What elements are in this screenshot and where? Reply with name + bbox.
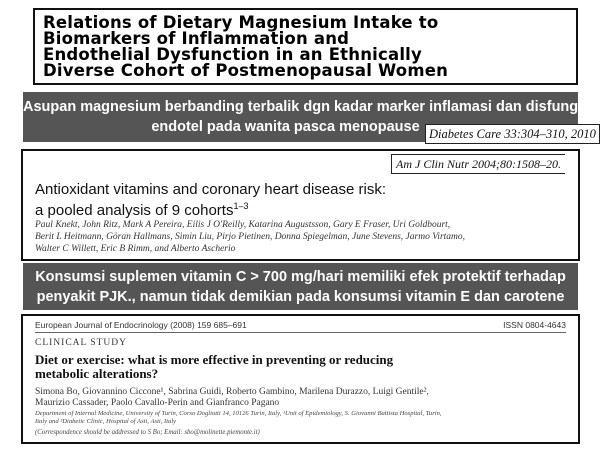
paper3-header-rule [35,332,566,333]
summary-banner-1-line2: endotel pada wanita pasca menopause [151,119,420,135]
paper1-title-line2: Biomarkers of Inflammation and [43,29,350,48]
paper3-title-line2: metabolic alterations? [35,366,159,381]
paper3-title [35,353,393,381]
summary-banner-2 [23,263,578,310]
paper2-title-line2 [35,198,386,219]
paper3-issn: ISSN 0804-4643 [503,320,566,330]
paper3-correspondence: (Correspondence should be addressed to S Bo; Email: sbo@molinette.piemonte.it) [35,429,260,436]
paper2-authors-line2: Berit L Heitmann, Göran Hallmans, Simin Liu, Pirjo Pietinen, Donna Spiegelman, June Stevens, Jarmo Virtamo, [35,232,466,242]
paper1-title-line3: Endothelial Dysfunction in an Ethnically [43,45,422,64]
paper2-authors-line3: Walter C Willett, Eric B Rimm, and Alberto Ascherio [35,244,236,254]
paper3-title-line1: Diet or exercise: what is more effective in preventing or reducing [35,352,394,367]
paper1-title-line4: Diverse Cohort of Postmenopausal Women [43,61,449,80]
paper3-affil-line1: Department of Internal Medicine, University of Turin, Corso Dogliotti 14, 10126 Turin, Italy, ¹Unit of Epidemiology, S. Giovanni Battista Hospital, Turin, [35,410,442,417]
citation-am-j-clin-nutr: Am J Clin Nutr 2004;80:1508–20. [391,154,565,174]
citation-diabetes-care: Diabetes Care 33:304–310, 2010 [425,124,600,144]
paper2-box [21,149,580,261]
paper2-title-line1: Antioxidant vitamins and coronary heart disease risk: [35,181,387,198]
paper1-title-line1: Relations of Dietary Magnesium Intake to [43,13,439,32]
paper2-title [35,181,386,219]
paper3-study-type: CLINICAL STUDY [35,338,128,348]
summary-banner-2-line2: penyakit PJK., namun tidak demikian pada konsumsi vitamin E dan carotene [36,289,565,305]
paper3-affiliations [35,410,442,426]
paper1-title-box [33,8,578,85]
paper3-authors-line2: Maurizio Cassader, Paolo Cavallo-Perin and Gianfranco Pagano [35,398,280,408]
paper2-title-line2-text: a pooled analysis of 9 cohorts [35,202,234,219]
paper3-journal: European Journal of Endocrinology (2008) 159 685–691 [35,320,247,330]
paper3-box [21,314,580,444]
paper3-authors [35,387,429,409]
paper2-authors [35,219,465,255]
summary-banner-1-line1: Asupan magnesium berbanding terbalik dgn kadar marker inflamasi dan disfungsi [23,99,591,115]
paper2-authors-line1: Paul Knekt, John Ritz, Mark A Pereira, Eilis J O'Reilly, Katarina Augustsson, Gary E Fraser, Uri Goldbourt, [35,220,451,230]
paper3-affil-line2: Italy and ²Diabetic Clinic, Hospital of Asti, Asti, Italy [35,418,177,425]
summary-banner-2-line1: Konsumsi suplemen vitamin C > 700 mg/hari memiliki efek protektif terhadap [35,269,566,285]
paper2-title-footnote: 1–3 [233,201,249,211]
paper3-authors-line1: Simona Bo, Giovannino Ciccone¹, Sabrina Guidi, Roberto Gambino, Marilena Durazzo, Luigi Gentile², [35,387,429,397]
